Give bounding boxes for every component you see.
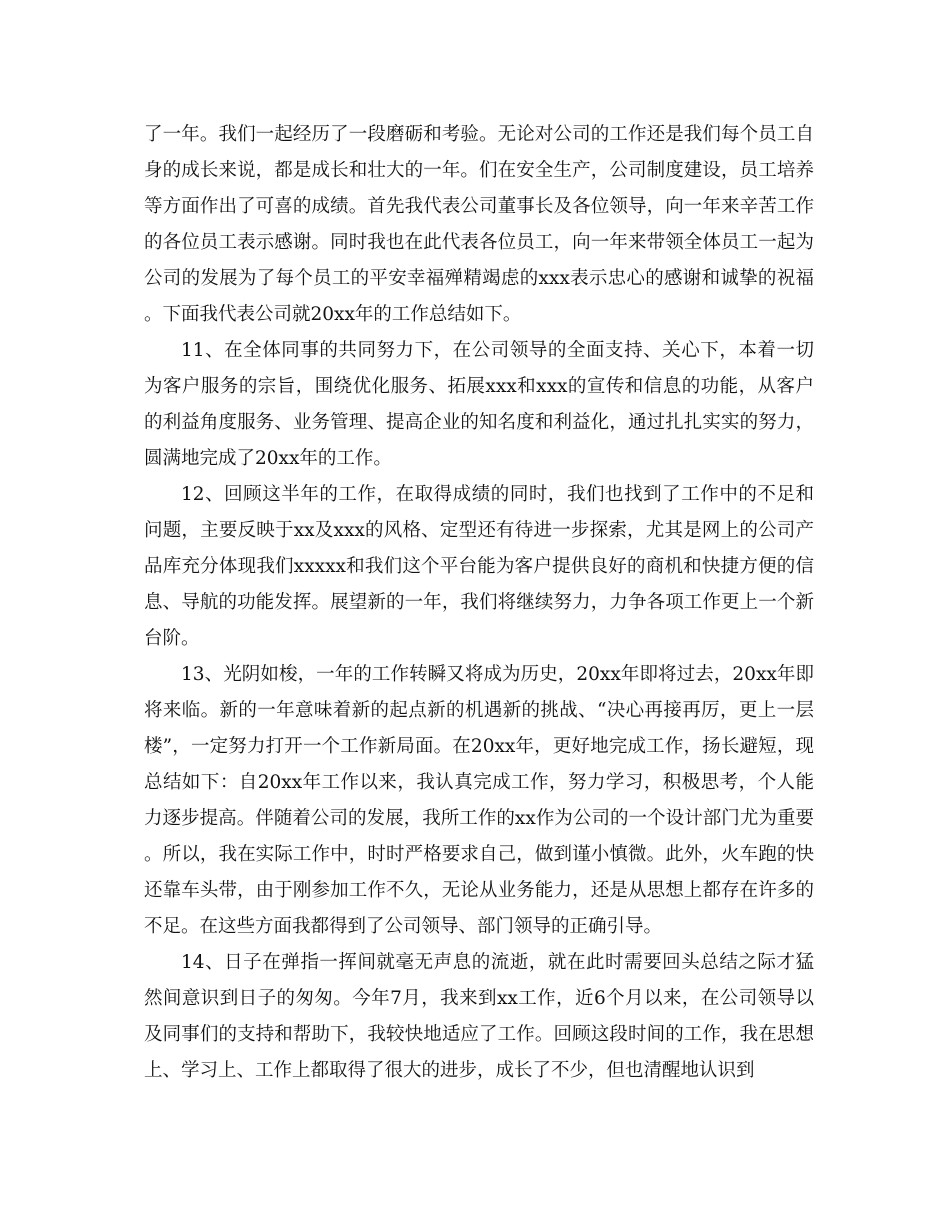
paragraph-13: 13、光阴如梭，一年的工作转瞬又将成为历史，20xx年即将过去，20xx年即将来临。新的一年意味着新的起点新的机遇新的挑战、“决心再接再厉，更上一层楼”，一定努力打开一个工作新局面。在20xx年，更好地完成工作，扬长避短，现总结如下：自20xx年工作以来，我认真完成工作，努力学习，积极思考，个人能力逐步提高。伴随着公司的发展，我所工作的xx作为公司的一个设计部门尤为重要。所以，我在实际工作中，时时严格要求自己，做到谨小慎微。此外，火车跑的快还靠车头带，由于刚参加工作不久，无论从业务能力，还是从思想上都存在许多的不足。在这些方面我都得到了公司领导、部门领导的正确引导。 bbox=[144, 664, 814, 937]
paragraph-intro: 了一年。我们一起经历了一段磨砺和考验。无论对公司的工作还是我们每个员工自身的成长来说，都是成长和壮大的一年。们在安全生产，公司制度建设，员工培养等方面作出了可喜的成绩。首先我代表公司董事长及各位领导，向一年来辛苦工作的各位员工表示感谢。同时我也在此代表各位员工，向一年来带领全体员工一起为公司的发展为了每个员工的平安幸福殚精竭虑的xxx表示忠心的感谢和诚挚的祝福。下面我代表公司就20xx年的工作总结如下。 bbox=[144, 124, 814, 325]
paragraph-14: 14、日子在弹指一挥间就毫无声息的流逝，就在此时需要回头总结之际才猛然间意识到日子的匆匆。今年7月，我来到xx工作，近6个月以来，在公司领导以及同事们的支持和帮助下，我较快地适应了工作。回顾这段时间的工作，我在思想上、学习上、工作上都取得了很大的进步，成长了不少，但也清醒地认识到 bbox=[144, 952, 814, 1081]
paragraph-11: 11、在全体同事的共同努力下，在公司领导的全面支持、关心下，本着一切为客户服务的宗旨，围绕优化服务、拓展xxx和xxx的宣传和信息的功能，从客户的利益角度服务、业务管理、提高企业的知名度和利益化，通过扎扎实实的努力，圆满地完成了20xx年的工作。 bbox=[144, 340, 814, 469]
document-body bbox=[144, 117, 814, 1089]
paragraph-12: 12、回顾这半年的工作，在取得成绩的同时，我们也找到了工作中的不足和问题，主要反映于xx及xxx的风格、定型还有待进一步探索，尤其是网上的公司产品库充分体现我们xxxxx和我们这个平台能为客户提供良好的商机和快捷方便的信息、导航的功能发挥。展望新的一年，我们将继续努力，力争各项工作更上一个新台阶。 bbox=[144, 484, 814, 649]
